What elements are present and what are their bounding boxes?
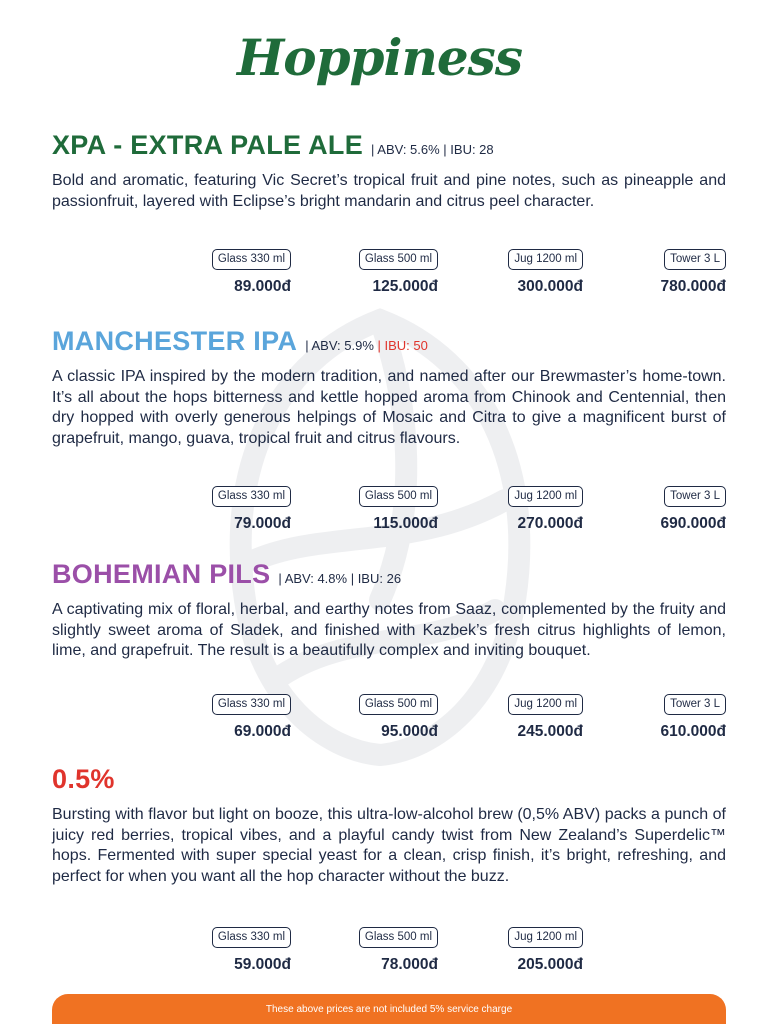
beer-meta — [278, 571, 401, 586]
size-pill: Tower 3 L — [664, 694, 726, 715]
price-value: 95.000đ — [381, 723, 438, 740]
price-value: 78.000đ — [381, 956, 438, 973]
price-value: 270.000đ — [517, 515, 583, 532]
ibu-label: | IBU: 50 — [377, 338, 428, 353]
beer-description: A captivating mix of floral, herbal, and earthy notes from Saaz, complemented by the fruity and slightly sweet aroma of Sladek, and finished with Kazbek’s fresh citrus highlights of lemon, lime, and grapefruit. The result is a beautifully complex and inviting bouquet. — [52, 601, 726, 659]
size-pill: Glass 500 ml — [359, 486, 438, 507]
price-value: 610.000đ — [660, 723, 726, 740]
abv-label: | ABV: 5.9% — [305, 338, 374, 353]
price-row-zero — [0, 927, 759, 983]
ibu-label: | IBU: 28 — [443, 142, 494, 157]
service-charge-banner — [52, 994, 726, 1024]
size-pill: Glass 330 ml — [212, 694, 291, 715]
service-charge-note: These above prices are not included 5% service charge — [265, 1004, 513, 1015]
price-value: 245.000đ — [517, 723, 583, 740]
price-row-xpa — [0, 249, 759, 305]
price-value: 79.000đ — [234, 515, 291, 532]
size-pill: Glass 330 ml — [212, 249, 291, 270]
size-pill: Jug 1200 ml — [508, 249, 583, 270]
beer-name: 0.5% — [52, 764, 115, 794]
beer-name: MANCHESTER IPA — [52, 326, 298, 356]
price-row-bohemian — [0, 694, 759, 750]
size-pill: Jug 1200 ml — [508, 927, 583, 948]
beer-section-bohemian — [52, 559, 726, 662]
size-pill: Jug 1200 ml — [508, 486, 583, 507]
size-pill: Glass 330 ml — [212, 486, 291, 507]
size-pill: Tower 3 L — [664, 486, 726, 507]
beer-meta — [371, 142, 494, 157]
price-value: 125.000đ — [372, 278, 438, 295]
price-value: 115.000đ — [373, 515, 438, 532]
beer-section-xpa — [52, 130, 726, 212]
price-value: 300.000đ — [517, 278, 583, 295]
beer-description: Bold and aromatic, featuring Vic Secret’s tropical fruit and pine notes, such as pineapple and passionfruit, layered with Eclipse’s bright mandarin and citrus peel character. — [52, 172, 726, 210]
beer-section-manchester — [52, 326, 726, 449]
price-value: 780.000đ — [660, 278, 726, 295]
price-value: 89.000đ — [234, 278, 291, 295]
size-pill: Glass 500 ml — [359, 694, 438, 715]
size-pill: Jug 1200 ml — [508, 694, 583, 715]
size-pill: Glass 500 ml — [359, 927, 438, 948]
price-value: 69.000đ — [234, 723, 291, 740]
size-pill: Glass 500 ml — [359, 249, 438, 270]
beer-description: Bursting with flavor but light on booze, this ultra-low-alcohol brew (0,5% ABV) packs a punch of juicy red berries, tropical vibes, and a playful candy twist from New Zealand’s Superdelic™ hops. Fermented with super special yeast for a clean, crisp finish, it’s bright, refreshing, and perfect for when you want all the hop character without the buzz. — [52, 806, 726, 885]
abv-label: | ABV: 5.6% — [371, 142, 440, 157]
size-pill: Glass 330 ml — [212, 927, 291, 948]
price-value: 690.000đ — [660, 515, 726, 532]
ibu-label: | IBU: 26 — [350, 571, 402, 586]
price-value: 59.000đ — [234, 956, 291, 973]
beer-meta — [305, 338, 428, 353]
abv-label: | ABV: 4.8% — [278, 571, 348, 586]
beer-section-zero — [52, 764, 726, 887]
price-row-manchester — [0, 486, 759, 542]
beer-name: XPA - EXTRA PALE ALE — [52, 130, 364, 160]
beer-name: BOHEMIAN PILS — [52, 559, 271, 589]
size-pill: Tower 3 L — [664, 249, 726, 270]
brand-logo: Hoppiness — [237, 28, 522, 87]
price-value: 205.000đ — [517, 956, 583, 973]
beer-description: A classic IPA inspired by the modern tradition, and named after our Brewmaster’s home-town. It’s all about the hops bitterness and kettle hopped aroma from Chinook and Centennial, then dry hopped with overly generous helpings of Mosaic and Citra to give a magnificent burst of grapefruit, mango, guava, tropical fruit and citrus flavours. — [52, 368, 726, 447]
